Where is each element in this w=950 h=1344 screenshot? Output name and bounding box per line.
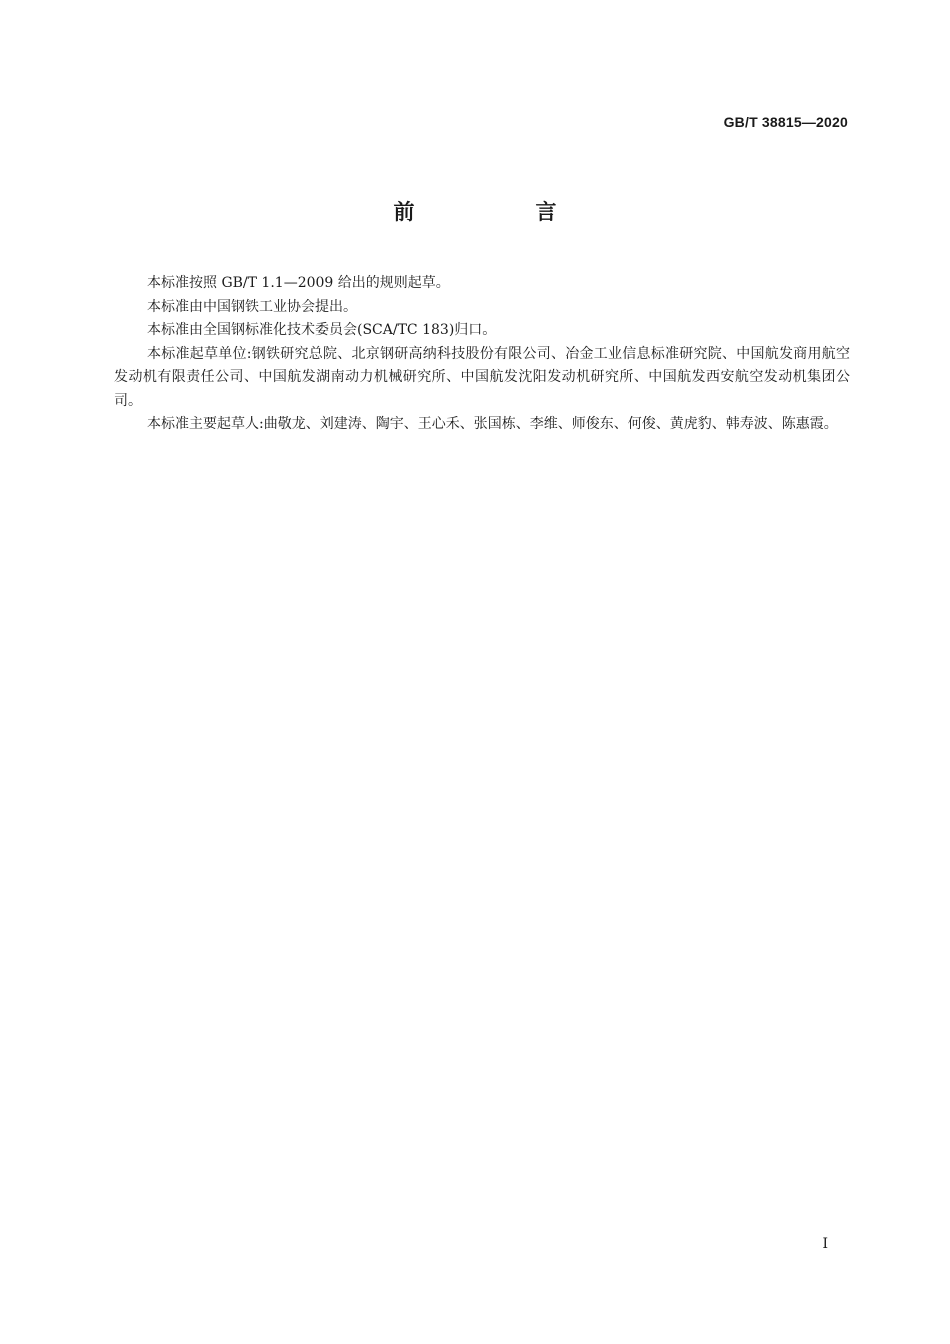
standard-code: GB/T 38815—2020 xyxy=(723,114,848,130)
paragraph-drafting-units: 本标准起草单位:钢铁研究总院、北京钢研高纳科技股份有限公司、冶金工业信息标准研究院、中国航发商用航空发动机有限责任公司、中国航发湖南动力机械研究所、中国航发沈阳发动机研究所、中国航发西安航空发动机集团公司。 xyxy=(114,345,850,409)
paragraph-proposer: 本标准由中国钢铁工业协会提出。 xyxy=(147,298,357,315)
page-number: I xyxy=(822,1236,828,1252)
paragraph-drafting-rules: 本标准按照 GB/T 1.1—2009 给出的规则起草。 xyxy=(147,275,450,291)
paragraph-administrator: 本标准由全国钢标准化技术委员会(SCA/TC 183)归口。 xyxy=(147,322,497,338)
page-title: 前 言 xyxy=(393,200,607,224)
paragraph-drafters: 本标准主要起草人:曲敬龙、刘建涛、陶宇、王心禾、张国栋、李维、师俊东、何俊、黄虎豹、韩寿波、陈惠霞。 xyxy=(147,416,838,432)
foreword-body xyxy=(114,272,850,437)
